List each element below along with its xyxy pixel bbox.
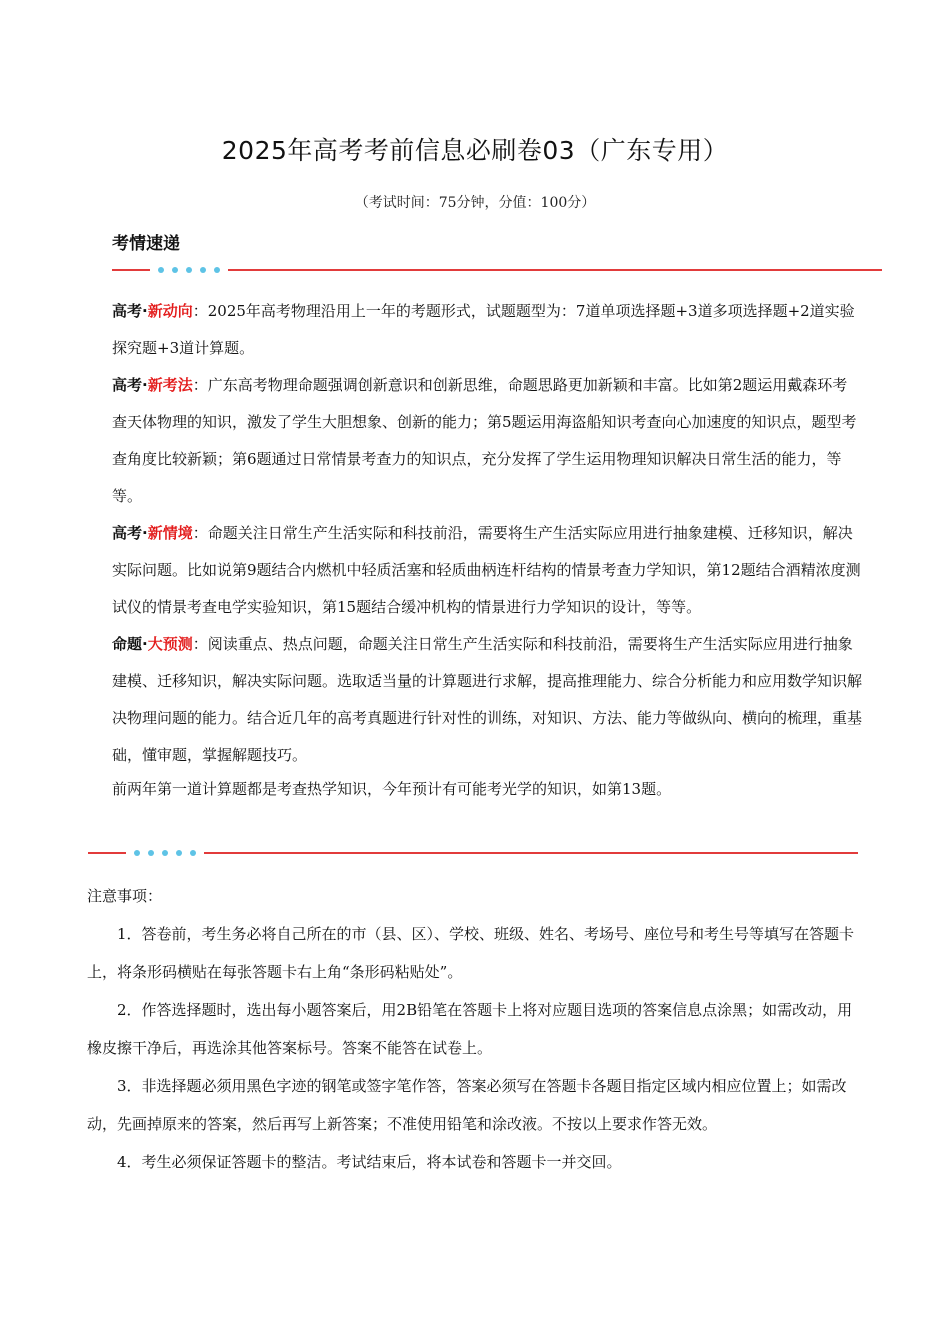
divider-line-right	[204, 852, 858, 854]
note-item: 3．非选择题必须用黑色字迹的钢笔或签字笔作答，答案必须写在答题卡各题目指定区域内相应位置上；如需改动，先画掉原来的答案，然后再写上新答案；不准使用铅笔和涂改液。不按以上要求作答无效。	[87, 1077, 847, 1133]
divider-line-right	[228, 269, 882, 271]
notes-heading: 注意事项：	[87, 887, 163, 905]
divider-dot	[186, 267, 192, 273]
divider-dot	[148, 850, 154, 856]
document-title: 2025年高考考前信息必刷卷03（广东专用）	[221, 136, 729, 165]
note-item: 4．考生必须保证答题卡的整洁。考试结束后，将本试卷和答题卡一并交回。	[117, 1153, 622, 1171]
divider-dot	[190, 850, 196, 856]
divider-dot	[200, 267, 206, 273]
intro-paragraph: 高考·新考法：广东高考物理命题强调创新意识和创新思维，命题思路更加新颖和丰富。比如第2题运用戴森环考查天体物理的知识，激发了学生大胆想象、创新的能力；第5题运用海盗船知识考查向心加速度的知识点，题型考查角度比较新颖；第6题通过日常情景考查力的知识点，充分发挥了学生运用物理知识解决日常生活的能力，等等。	[112, 376, 857, 505]
intro-paragraph: 命题·大预测：阅读重点、热点问题，命题关注日常生产生活实际和科技前沿，需要将生产生活实际应用进行抽象建模、迁移知识，解决实际问题。选取适当量的计算题进行求解，提高推理能力、综合分析能力和应用数学知识解决物理问题的能力。结合近几年的高考真题进行针对性的训练，对知识、方法、能力等做纵向、横向的梳理，重基础，懂审题，掌握解题技巧。	[112, 635, 863, 764]
intro-paragraph: 高考·新情境：命题关注日常生产生活实际和科技前沿，需要将生产生活实际应用进行抽象建模、迁移知识，解决实际问题。比如说第9题结合内燃机中轻质活塞和轻质曲柄连杆结构的情景考查力学知识，第12题结合酒精浓度测试仪的情景考查电学实验知识，第15题结合缓冲机构的情景进行力学知识的设计，等等。	[112, 524, 861, 616]
divider-dot	[134, 850, 140, 856]
divider-dot	[172, 267, 178, 273]
intro-tag: 高考·新动向	[112, 302, 193, 320]
note-item: 1．答卷前，考生务必将自己所在的市（县、区）、学校、班级、姓名、考场号、座位号和考生号等填写在答题卡上，将条形码横贴在每张答题卡右上角“条形码粘贴处”。	[87, 925, 855, 981]
divider-bottom	[88, 846, 858, 860]
divider-top	[112, 263, 882, 277]
divider-line-left	[88, 852, 126, 854]
note-item: 2．作答选择题时，选出每小题答案后，用2B铅笔在答题卡上将对应题目选项的答案信息点涂黑；如需改动，用橡皮擦干净后，再选涂其他答案标号。答案不能答在试卷上。	[87, 1001, 853, 1057]
divider-dot	[214, 267, 220, 273]
section-heading: 考情速递	[112, 234, 180, 254]
divider-dot	[176, 850, 182, 856]
intro-tag: 高考·新考法	[112, 376, 193, 394]
divider-line-left	[112, 269, 150, 271]
intro-paragraph: 高考·新动向：2025年高考物理沿用上一年的考题形式，试题题型为：7道单项选择题+3道多项选择题+2道实验探究题+3道计算题。	[112, 302, 855, 357]
divider-dot	[158, 267, 164, 273]
intro-tag: 高考·新情境	[112, 524, 193, 542]
intro-extra: 前两年第一道计算题都是考查热学知识，今年预计有可能考光学的知识，如第13题。	[112, 780, 672, 798]
notes-block	[87, 877, 867, 1181]
divider-dot	[162, 850, 168, 856]
exam-info: （考试时间：75分钟，分值：100分）	[354, 195, 596, 211]
intro-block	[112, 293, 862, 804]
intro-tag: 命题·大预测	[112, 635, 193, 653]
